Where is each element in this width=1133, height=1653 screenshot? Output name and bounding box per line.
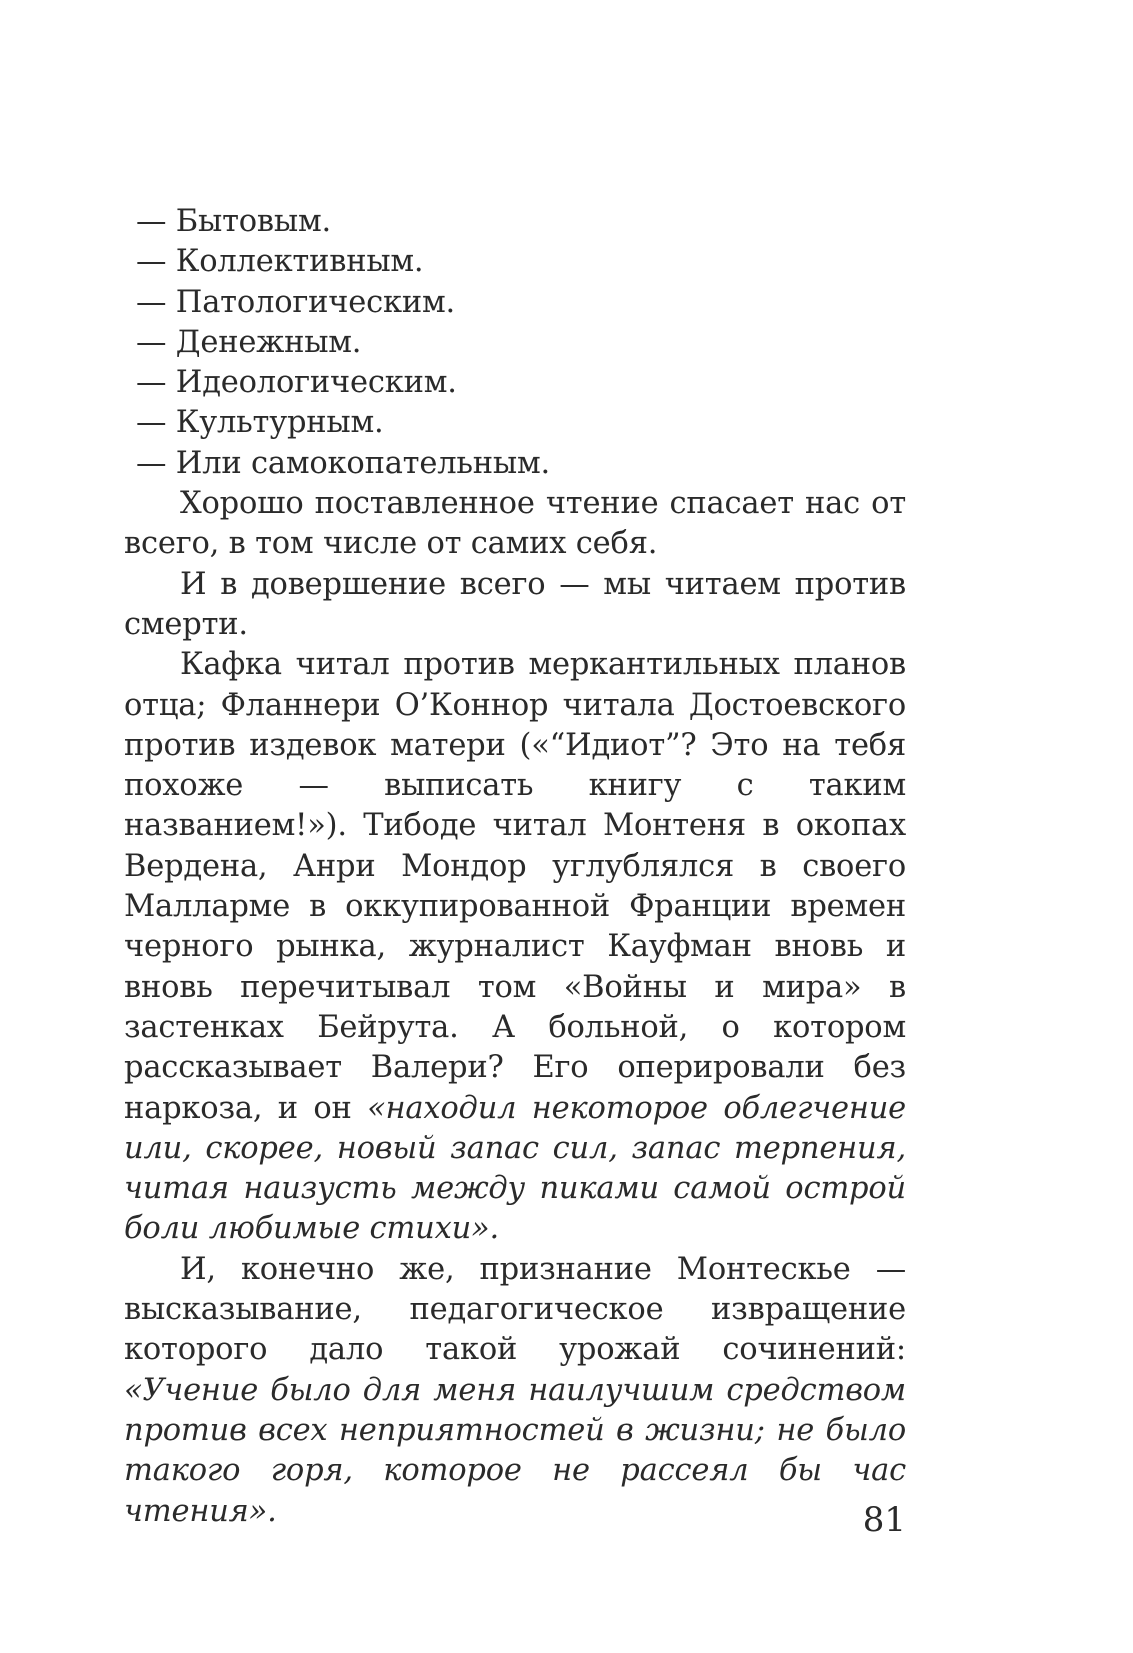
montesquieu-quote: «Учение было для меня наилучшим средством против всех неприятностей в жизни; не было такого горя, которое не рассеял бы час чтения». xyxy=(124,1372,906,1529)
paragraph-examples-text: Кафка читал против меркантильных планов отца; Фланнери О’Коннор читала Достоевского против издевок матери («“Идиот”? Это на тебя похоже — выписать книгу с таким названием!»). Тибоде читал Монтеня в окопах Вердена, Анри Мондор углублялся в своего Малларме в оккупированной Франции времен черного рынка, журналист Кауфман вновь и вновь перечитывал том «Войны и мира» в застенках Бейрута. А больной, о котором рассказывает Валери? Его оперировали без наркоза, и он xyxy=(124,647,906,1126)
dialog-line: — Или самокопательным. xyxy=(136,445,551,481)
dialog-line: — Идеологическим. xyxy=(136,365,457,401)
paragraph-against-death: И в довершение всего — мы читаем против смерти. xyxy=(124,566,906,642)
dialog-line: — Денежным. xyxy=(136,324,362,360)
paragraph-examples xyxy=(124,645,906,1249)
main-text xyxy=(124,202,906,1532)
page-number: 81 xyxy=(862,1500,906,1540)
dialog-line: — Культурным. xyxy=(136,405,384,441)
paragraph-reading-saves: Хорошо поставленное чтение спасает нас от всего, в том числе от самих себя. xyxy=(124,486,906,562)
paragraph-montesquieu-text: И, конечно же, признание Монтескье — высказывание, педагогическое извращение которого дало такой урожай сочинений: xyxy=(124,1251,906,1368)
paragraph-montesquieu xyxy=(124,1250,906,1532)
valery-quote: «находил некоторое облегчение или, скорее, новый запас сил, запас терпения, читая наизусть между пиками самой острой боли любимые стихи». xyxy=(124,1090,906,1247)
dialog-line: — Бытовым. xyxy=(136,204,331,239)
dialog-line: — Патологическим. xyxy=(136,284,455,320)
dialog-line: — Коллективным. xyxy=(136,244,424,280)
